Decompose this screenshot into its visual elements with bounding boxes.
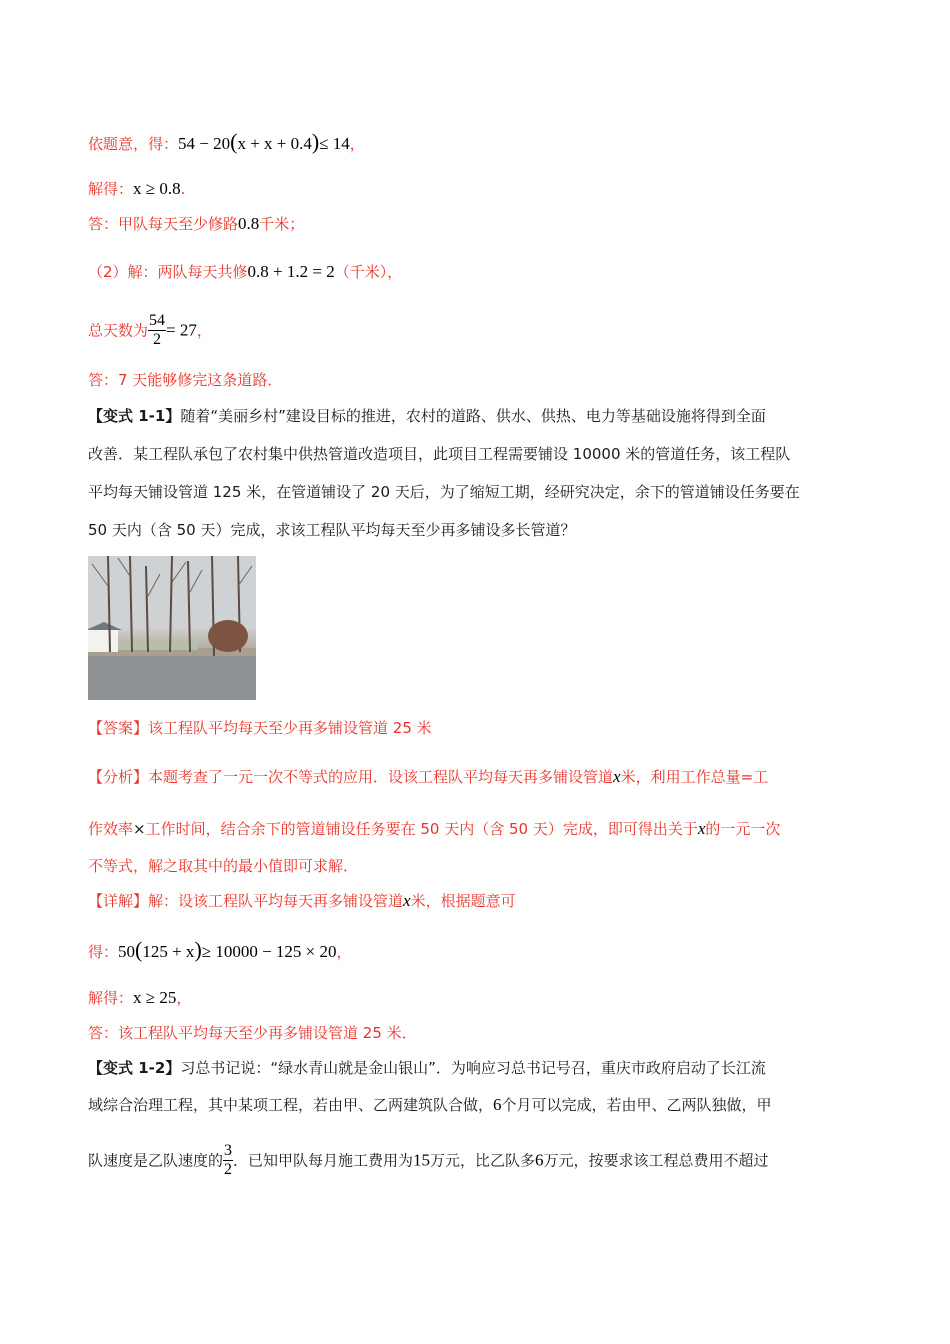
fraction-3-over-2: $\frac{3}{2}$ [224, 1142, 233, 1178]
detail-result-line: 解得：x ≥ 25， [88, 988, 192, 1007]
solution-inequality-line: 依题意，得：54 − 20(x + x + 0.4)≤ 14， [88, 129, 365, 154]
answer-part2-line: 答：7 天能够修完这条道路． [88, 371, 283, 389]
variant-1-2-line-2: 域综合治理工程，其中某项工程，若由甲、乙两建筑队合做，6个月可以完成，若由甲、乙两队独做，甲 [88, 1095, 772, 1114]
analysis-line-1: 【分析】本题考查了一元一次不等式的应用．设该工程队平均每天再多铺设管道x米，利用工作总量=工 [88, 767, 769, 786]
total-days-line: 总天数为 $\frac{54}{2}$ = 27， [88, 312, 212, 348]
analysis-line-3: 不等式，解之取其中的最小值即可求解． [88, 857, 359, 875]
part2-line: （2）解：两队每天共修0.8 + 1.2 = 2（千米）， [88, 262, 403, 281]
detail-answer-line: 答：该工程队平均每天至少再多铺设管道 25 米． [88, 1024, 417, 1042]
variant-1-2-line-1: 【变式 1-2】习总书记说：“绿水青山就是金山银山”．为响应习总书记号召，重庆市政府启动了长江流 [88, 1059, 766, 1077]
answer-line: 【答案】该工程队平均每天至少再多铺设管道 25 米 [88, 719, 432, 737]
variant-1-1-line-4: 50 天内（含 50 天）完成，求该工程队平均每天至少再多铺设多长管道？ [88, 521, 576, 539]
variant-1-1-line-1: 【变式 1-1】随着“美丽乡村”建设目标的推进，农村的道路、供水、供热、电力等基础设施将得到全面 [88, 407, 766, 425]
village-road-photo [88, 556, 256, 700]
answer-part1-line: 答：甲队每天至少修路0.8千米； [88, 214, 305, 233]
trees-illustration [88, 556, 256, 700]
variant-1-1-line-2: 改善．某工程队承包了农村集中供热管道改造项目，此项目工程需要铺设 10000 米的管道任务，该工程队 [88, 445, 791, 463]
analysis-line-2: 作效率×工作时间，结合余下的管道铺设任务要在 50 天内（含 50 天）完成，即可得出关于x的一元一次 [88, 819, 781, 838]
fraction-54-over-2: $\frac{54}{2}$ [149, 312, 166, 348]
variant-1-1-line-3: 平均每天铺设管道 125 米，在管道铺设了 20 天后，为了缩短工期，经研究决定，余下的管道铺设任务要在 [88, 483, 800, 501]
detail-line-1: 【详解】解：设该工程队平均每天再多铺设管道x米，根据题意可 [88, 891, 516, 910]
variant-1-2-line-3: 队速度是乙队速度的 $\frac{3}{2}$ ．已知甲队每月施工费用为15万元，比乙队多6万元，按要求该工程总费用不超过 [88, 1142, 769, 1178]
detail-inequality-line: 得：50(125 + x)≥ 10000 − 125 × 20， [88, 937, 352, 962]
solution-result-line: 解得：x ≥ 0.8. [88, 179, 186, 198]
